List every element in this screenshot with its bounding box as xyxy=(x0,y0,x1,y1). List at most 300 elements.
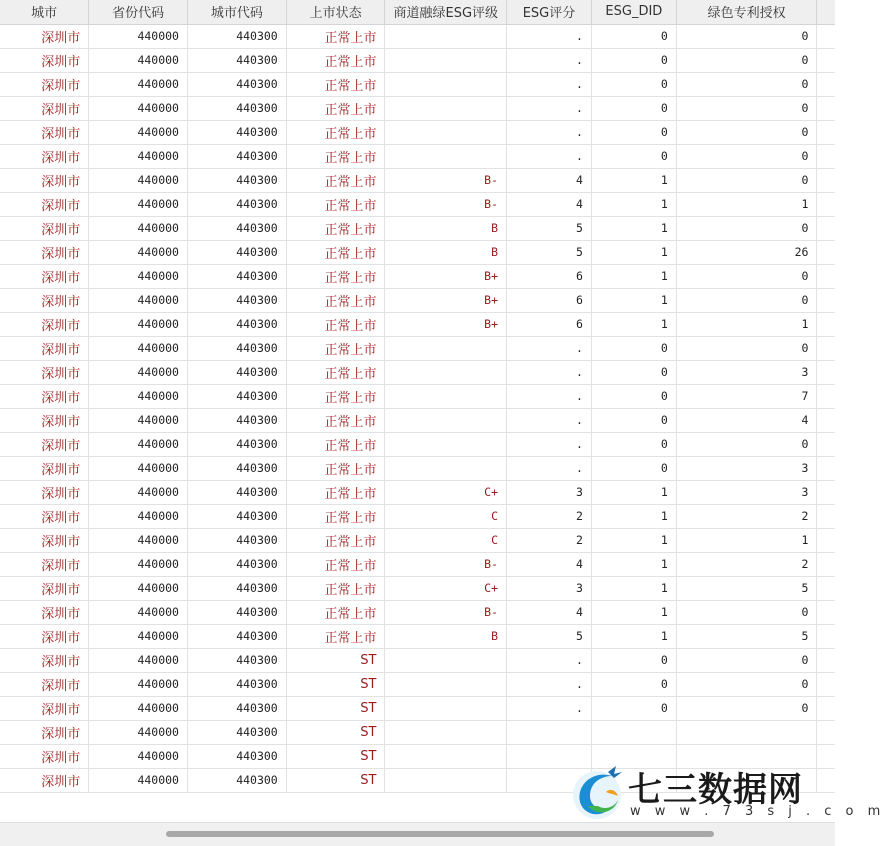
cell-green-patent[interactable]: 2 xyxy=(676,504,817,528)
cell-esg-score[interactable]: . xyxy=(507,456,592,480)
cell-city-code[interactable]: 440300 xyxy=(187,360,286,384)
cell-city[interactable]: 深圳市 xyxy=(0,168,89,192)
cell-province-code[interactable]: 440000 xyxy=(89,600,188,624)
cell-city[interactable]: 深圳市 xyxy=(0,432,89,456)
cell-province-code[interactable]: 440000 xyxy=(89,264,188,288)
cell-green-patent[interactable]: 0 xyxy=(676,288,817,312)
cell-esg-did[interactable]: 1 xyxy=(591,264,676,288)
cell-overflow xyxy=(817,312,835,336)
cell-green-patent[interactable]: 0 xyxy=(676,72,817,96)
cell-listing-status[interactable]: 正常上市 xyxy=(286,240,385,264)
cell-listing-status[interactable]: 正常上市 xyxy=(286,216,385,240)
table-row[interactable] xyxy=(0,336,835,360)
cell-esg-rating[interactable] xyxy=(385,720,507,744)
cell-province-code[interactable]: 440000 xyxy=(89,24,188,48)
cell-overflow xyxy=(817,480,835,504)
cell-province-code[interactable]: 440000 xyxy=(89,96,188,120)
cell-listing-status[interactable]: 正常上市 xyxy=(286,168,385,192)
cell-province-code[interactable]: 440000 xyxy=(89,768,188,792)
cell-city[interactable]: 深圳市 xyxy=(0,480,89,504)
cell-city-code[interactable]: 440300 xyxy=(187,576,286,600)
cell-city-code[interactable]: 440300 xyxy=(187,672,286,696)
cell-green-patent[interactable]: 0 xyxy=(676,144,817,168)
table-row[interactable] xyxy=(0,384,835,408)
cell-green-patent[interactable]: 0 xyxy=(676,696,817,720)
cell-city[interactable]: 深圳市 xyxy=(0,696,89,720)
cell-listing-status[interactable]: ST xyxy=(286,648,385,672)
cell-esg-rating[interactable]: B+ xyxy=(385,288,507,312)
cell-esg-did[interactable] xyxy=(591,720,676,744)
table-row[interactable] xyxy=(0,408,835,432)
cell-city[interactable]: 深圳市 xyxy=(0,408,89,432)
cell-listing-status[interactable]: 正常上市 xyxy=(286,360,385,384)
cell-green-patent[interactable]: 5 xyxy=(676,624,817,648)
cell-listing-status[interactable]: 正常上市 xyxy=(286,72,385,96)
cell-green-patent[interactable]: 1 xyxy=(676,312,817,336)
cell-esg-score[interactable]: . xyxy=(507,360,592,384)
cell-province-code[interactable]: 440000 xyxy=(89,432,188,456)
cell-green-patent[interactable]: 0 xyxy=(676,120,817,144)
cell-city[interactable]: 深圳市 xyxy=(0,312,89,336)
cell-esg-score[interactable]: . xyxy=(507,24,592,48)
cell-esg-score[interactable]: . xyxy=(507,96,592,120)
cell-green-patent[interactable]: 0 xyxy=(676,168,817,192)
cell-listing-status[interactable]: 正常上市 xyxy=(286,336,385,360)
cell-listing-status[interactable]: 正常上市 xyxy=(286,456,385,480)
cell-province-code[interactable]: 440000 xyxy=(89,312,188,336)
cell-green-patent[interactable]: 4 xyxy=(676,408,817,432)
cell-green-patent[interactable]: 1 xyxy=(676,192,817,216)
cell-green-patent[interactable]: 0 xyxy=(676,600,817,624)
cell-city-code[interactable]: 440300 xyxy=(187,48,286,72)
column-header-listing-status[interactable]: 上市状态 xyxy=(286,0,385,24)
cell-province-code[interactable]: 440000 xyxy=(89,120,188,144)
cell-esg-score[interactable]: 2 xyxy=(507,504,592,528)
cell-province-code[interactable]: 440000 xyxy=(89,504,188,528)
cell-esg-score[interactable]: . xyxy=(507,72,592,96)
cell-city-code[interactable]: 440300 xyxy=(187,432,286,456)
cell-green-patent[interactable]: 1 xyxy=(676,528,817,552)
cell-province-code[interactable]: 440000 xyxy=(89,624,188,648)
cell-city[interactable]: 深圳市 xyxy=(0,120,89,144)
cell-esg-score[interactable]: 6 xyxy=(507,264,592,288)
cell-green-patent[interactable]: 0 xyxy=(676,432,817,456)
cell-city[interactable]: 深圳市 xyxy=(0,576,89,600)
cell-esg-rating[interactable] xyxy=(385,24,507,48)
table-row[interactable] xyxy=(0,648,835,672)
cell-esg-rating[interactable] xyxy=(385,768,507,792)
column-header-esg-score[interactable]: ESG评分 xyxy=(507,0,592,24)
cell-esg-rating[interactable]: B- xyxy=(385,192,507,216)
cell-green-patent[interactable]: 0 xyxy=(676,216,817,240)
cell-province-code[interactable]: 440000 xyxy=(89,384,188,408)
table-row[interactable] xyxy=(0,576,835,600)
cell-esg-score[interactable]: 4 xyxy=(507,600,592,624)
table-row[interactable] xyxy=(0,288,835,312)
scrollbar-thumb[interactable] xyxy=(166,831,714,837)
cell-esg-rating[interactable] xyxy=(385,648,507,672)
cell-esg-rating[interactable]: C xyxy=(385,528,507,552)
cell-esg-did[interactable]: 1 xyxy=(591,576,676,600)
cell-esg-rating[interactable]: B- xyxy=(385,600,507,624)
cell-esg-score[interactable]: 6 xyxy=(507,288,592,312)
table-row[interactable] xyxy=(0,24,835,48)
cell-listing-status[interactable]: 正常上市 xyxy=(286,48,385,72)
cell-city-code[interactable]: 440300 xyxy=(187,144,286,168)
cell-listing-status[interactable]: 正常上市 xyxy=(286,120,385,144)
cell-esg-score[interactable]: 3 xyxy=(507,576,592,600)
cell-esg-did[interactable]: 0 xyxy=(591,360,676,384)
cell-city-code[interactable]: 440300 xyxy=(187,768,286,792)
cell-province-code[interactable]: 440000 xyxy=(89,216,188,240)
cell-listing-status[interactable]: 正常上市 xyxy=(286,552,385,576)
cell-esg-score[interactable]: . xyxy=(507,48,592,72)
table-row[interactable] xyxy=(0,480,835,504)
cell-city-code[interactable]: 440300 xyxy=(187,216,286,240)
cell-city[interactable]: 深圳市 xyxy=(0,192,89,216)
cell-esg-score[interactable]: 3 xyxy=(507,480,592,504)
cell-province-code[interactable]: 440000 xyxy=(89,672,188,696)
column-header-esg-did[interactable]: ESG_DID xyxy=(591,0,676,24)
cell-esg-score[interactable]: 6 xyxy=(507,312,592,336)
cell-esg-did[interactable]: 0 xyxy=(591,384,676,408)
cell-esg-did[interactable]: 1 xyxy=(591,312,676,336)
cell-green-patent[interactable]: 3 xyxy=(676,360,817,384)
cell-esg-did[interactable]: 0 xyxy=(591,120,676,144)
cell-city[interactable]: 深圳市 xyxy=(0,24,89,48)
cell-esg-rating[interactable] xyxy=(385,48,507,72)
cell-city[interactable]: 深圳市 xyxy=(0,264,89,288)
cell-province-code[interactable]: 440000 xyxy=(89,144,188,168)
cell-esg-rating[interactable] xyxy=(385,696,507,720)
cell-province-code[interactable]: 440000 xyxy=(89,192,188,216)
cell-city-code[interactable]: 440300 xyxy=(187,264,286,288)
table-row[interactable] xyxy=(0,120,835,144)
cell-esg-did[interactable]: 1 xyxy=(591,192,676,216)
cell-esg-rating[interactable] xyxy=(385,96,507,120)
cell-green-patent[interactable]: 26 xyxy=(676,240,817,264)
cell-city-code[interactable]: 440300 xyxy=(187,696,286,720)
cell-listing-status[interactable]: ST xyxy=(286,744,385,768)
cell-esg-score[interactable]: . xyxy=(507,648,592,672)
cell-province-code[interactable]: 440000 xyxy=(89,648,188,672)
table-row[interactable] xyxy=(0,504,835,528)
cell-esg-rating[interactable] xyxy=(385,384,507,408)
cell-esg-did[interactable]: 0 xyxy=(591,24,676,48)
cell-city[interactable]: 深圳市 xyxy=(0,600,89,624)
cell-esg-rating[interactable]: B+ xyxy=(385,312,507,336)
cell-esg-score[interactable]: . xyxy=(507,336,592,360)
cell-province-code[interactable]: 440000 xyxy=(89,456,188,480)
cell-esg-score[interactable] xyxy=(507,720,592,744)
table-row[interactable] xyxy=(0,72,835,96)
cell-listing-status[interactable]: 正常上市 xyxy=(286,408,385,432)
cell-overflow xyxy=(817,528,835,552)
table-row[interactable] xyxy=(0,624,835,648)
cell-esg-did[interactable]: 1 xyxy=(591,504,676,528)
cell-listing-status[interactable]: 正常上市 xyxy=(286,144,385,168)
cell-city[interactable]: 深圳市 xyxy=(0,504,89,528)
cell-green-patent[interactable]: 3 xyxy=(676,480,817,504)
cell-esg-did[interactable]: 1 xyxy=(591,240,676,264)
cell-green-patent[interactable]: 0 xyxy=(676,336,817,360)
column-header-green-patent[interactable]: 绿色专利授权 xyxy=(676,0,817,24)
cell-esg-rating[interactable]: B xyxy=(385,216,507,240)
cell-green-patent[interactable]: 5 xyxy=(676,576,817,600)
cell-esg-rating[interactable] xyxy=(385,432,507,456)
cell-esg-did[interactable]: 1 xyxy=(591,168,676,192)
cell-city-code[interactable]: 440300 xyxy=(187,528,286,552)
cell-city-code[interactable]: 440300 xyxy=(187,624,286,648)
cell-province-code[interactable]: 440000 xyxy=(89,168,188,192)
cell-city-code[interactable]: 440300 xyxy=(187,192,286,216)
cell-province-code[interactable]: 440000 xyxy=(89,552,188,576)
cell-province-code[interactable]: 440000 xyxy=(89,696,188,720)
cell-esg-did[interactable]: 0 xyxy=(591,648,676,672)
cell-city-code[interactable]: 440300 xyxy=(187,600,286,624)
cell-esg-score[interactable]: . xyxy=(507,144,592,168)
cell-city-code[interactable]: 440300 xyxy=(187,120,286,144)
cell-esg-rating[interactable]: B+ xyxy=(385,264,507,288)
cell-esg-rating[interactable]: B- xyxy=(385,168,507,192)
column-header-city[interactable]: 城市 xyxy=(0,0,89,24)
cell-green-patent[interactable]: 0 xyxy=(676,48,817,72)
table-row[interactable] xyxy=(0,672,835,696)
table-row[interactable] xyxy=(0,192,835,216)
cell-city-code[interactable]: 440300 xyxy=(187,336,286,360)
cell-city[interactable]: 深圳市 xyxy=(0,528,89,552)
cell-esg-rating[interactable] xyxy=(385,744,507,768)
cell-esg-did[interactable]: 0 xyxy=(591,72,676,96)
table-row[interactable] xyxy=(0,96,835,120)
cell-esg-rating[interactable]: C xyxy=(385,504,507,528)
cell-city[interactable]: 深圳市 xyxy=(0,336,89,360)
cell-esg-score[interactable]: . xyxy=(507,432,592,456)
cell-city[interactable]: 深圳市 xyxy=(0,72,89,96)
cell-province-code[interactable]: 440000 xyxy=(89,744,188,768)
cell-green-patent[interactable]: 0 xyxy=(676,264,817,288)
cell-listing-status[interactable]: 正常上市 xyxy=(286,480,385,504)
cell-listing-status[interactable]: 正常上市 xyxy=(286,432,385,456)
table-row[interactable] xyxy=(0,720,835,744)
cell-esg-did[interactable]: 0 xyxy=(591,48,676,72)
cell-esg-rating[interactable]: C+ xyxy=(385,576,507,600)
cell-city-code[interactable]: 440300 xyxy=(187,480,286,504)
cell-esg-rating[interactable] xyxy=(385,72,507,96)
cell-esg-score[interactable]: . xyxy=(507,384,592,408)
cell-esg-rating[interactable] xyxy=(385,144,507,168)
horizontal-scrollbar[interactable] xyxy=(0,822,835,846)
cell-esg-did[interactable]: 1 xyxy=(591,600,676,624)
cell-esg-did[interactable]: 0 xyxy=(591,456,676,480)
cell-city[interactable]: 深圳市 xyxy=(0,216,89,240)
cell-listing-status[interactable]: ST xyxy=(286,672,385,696)
cell-listing-status[interactable]: 正常上市 xyxy=(286,264,385,288)
cell-green-patent[interactable]: 3 xyxy=(676,456,817,480)
cell-city-code[interactable]: 440300 xyxy=(187,552,286,576)
cell-esg-score[interactable]: . xyxy=(507,120,592,144)
cell-green-patent[interactable]: 0 xyxy=(676,648,817,672)
cell-city[interactable]: 深圳市 xyxy=(0,624,89,648)
cell-listing-status[interactable]: 正常上市 xyxy=(286,504,385,528)
cell-province-code[interactable]: 440000 xyxy=(89,408,188,432)
cell-green-patent[interactable]: 2 xyxy=(676,552,817,576)
table-row[interactable] xyxy=(0,600,835,624)
cell-overflow xyxy=(817,624,835,648)
cell-esg-did[interactable]: 1 xyxy=(591,288,676,312)
column-header-esg-rating[interactable]: 商道融绿ESG评级 xyxy=(385,0,507,24)
cell-esg-score[interactable]: . xyxy=(507,408,592,432)
cell-esg-rating[interactable] xyxy=(385,672,507,696)
cell-listing-status[interactable]: 正常上市 xyxy=(286,312,385,336)
cell-overflow xyxy=(817,456,835,480)
cell-city[interactable]: 深圳市 xyxy=(0,360,89,384)
cell-province-code[interactable]: 440000 xyxy=(89,360,188,384)
cell-city-code[interactable]: 440300 xyxy=(187,288,286,312)
cell-province-code[interactable]: 440000 xyxy=(89,72,188,96)
cell-esg-did[interactable]: 0 xyxy=(591,144,676,168)
cell-listing-status[interactable]: ST xyxy=(286,720,385,744)
cell-esg-did[interactable]: 1 xyxy=(591,480,676,504)
cell-esg-did[interactable]: 1 xyxy=(591,216,676,240)
cell-green-patent[interactable] xyxy=(676,720,817,744)
cell-listing-status[interactable]: 正常上市 xyxy=(286,384,385,408)
cell-esg-score[interactable]: 4 xyxy=(507,552,592,576)
cell-province-code[interactable]: 440000 xyxy=(89,528,188,552)
cell-esg-did[interactable]: 1 xyxy=(591,552,676,576)
cell-city[interactable]: 深圳市 xyxy=(0,672,89,696)
cell-esg-did[interactable]: 1 xyxy=(591,528,676,552)
cell-green-patent[interactable]: 0 xyxy=(676,672,817,696)
cell-city-code[interactable]: 440300 xyxy=(187,648,286,672)
cell-listing-status[interactable]: 正常上市 xyxy=(286,96,385,120)
cell-city-code[interactable]: 440300 xyxy=(187,240,286,264)
cell-esg-score[interactable]: 2 xyxy=(507,528,592,552)
cell-esg-score[interactable]: . xyxy=(507,672,592,696)
cell-city-code[interactable]: 440300 xyxy=(187,504,286,528)
column-header-province-code[interactable]: 省份代码 xyxy=(89,0,188,24)
cell-listing-status[interactable]: ST xyxy=(286,768,385,792)
cell-city-code[interactable]: 440300 xyxy=(187,384,286,408)
cell-esg-did[interactable]: 0 xyxy=(591,336,676,360)
cell-esg-rating[interactable] xyxy=(385,360,507,384)
cell-esg-rating[interactable]: B xyxy=(385,240,507,264)
cell-esg-score[interactable]: 5 xyxy=(507,624,592,648)
cell-green-patent[interactable]: 7 xyxy=(676,384,817,408)
cell-city[interactable]: 深圳市 xyxy=(0,288,89,312)
cell-esg-rating[interactable] xyxy=(385,336,507,360)
cell-city[interactable]: 深圳市 xyxy=(0,768,89,792)
cell-city-code[interactable]: 440300 xyxy=(187,96,286,120)
cell-esg-score[interactable]: . xyxy=(507,696,592,720)
cell-city[interactable]: 深圳市 xyxy=(0,48,89,72)
table-row[interactable] xyxy=(0,528,835,552)
dragon-logo-icon xyxy=(566,762,628,824)
table-row[interactable] xyxy=(0,360,835,384)
table-row[interactable] xyxy=(0,696,835,720)
cell-listing-status[interactable]: 正常上市 xyxy=(286,576,385,600)
cell-city-code[interactable]: 440300 xyxy=(187,312,286,336)
cell-city-code[interactable]: 440300 xyxy=(187,72,286,96)
cell-esg-rating[interactable]: C+ xyxy=(385,480,507,504)
table-row[interactable] xyxy=(0,144,835,168)
cell-overflow xyxy=(817,192,835,216)
cell-city[interactable]: 深圳市 xyxy=(0,384,89,408)
cell-listing-status[interactable]: ST xyxy=(286,696,385,720)
cell-province-code[interactable]: 440000 xyxy=(89,240,188,264)
cell-esg-score[interactable]: 5 xyxy=(507,216,592,240)
cell-overflow xyxy=(817,288,835,312)
cell-city[interactable]: 深圳市 xyxy=(0,744,89,768)
table-row[interactable] xyxy=(0,240,835,264)
cell-province-code[interactable]: 440000 xyxy=(89,336,188,360)
cell-province-code[interactable]: 440000 xyxy=(89,576,188,600)
cell-esg-score[interactable]: 4 xyxy=(507,168,592,192)
cell-city[interactable]: 深圳市 xyxy=(0,240,89,264)
cell-esg-score[interactable]: 5 xyxy=(507,240,592,264)
column-header-city-code[interactable]: 城市代码 xyxy=(187,0,286,24)
cell-city[interactable]: 深圳市 xyxy=(0,96,89,120)
cell-esg-did[interactable]: 0 xyxy=(591,432,676,456)
cell-green-patent[interactable]: 0 xyxy=(676,96,817,120)
cell-province-code[interactable]: 440000 xyxy=(89,288,188,312)
cell-city-code[interactable]: 440300 xyxy=(187,744,286,768)
cell-city[interactable]: 深圳市 xyxy=(0,144,89,168)
cell-city-code[interactable]: 440300 xyxy=(187,168,286,192)
cell-esg-did[interactable]: 0 xyxy=(591,696,676,720)
cell-city-code[interactable]: 440300 xyxy=(187,456,286,480)
cell-esg-did[interactable]: 0 xyxy=(591,672,676,696)
table-row[interactable] xyxy=(0,432,835,456)
table-row[interactable] xyxy=(0,312,835,336)
cell-listing-status[interactable]: 正常上市 xyxy=(286,288,385,312)
table-row[interactable] xyxy=(0,456,835,480)
cell-esg-rating[interactable] xyxy=(385,456,507,480)
cell-esg-rating[interactable] xyxy=(385,120,507,144)
cell-city[interactable]: 深圳市 xyxy=(0,456,89,480)
table-row[interactable] xyxy=(0,216,835,240)
cell-esg-did[interactable]: 0 xyxy=(591,96,676,120)
cell-esg-rating[interactable]: B xyxy=(385,624,507,648)
cell-overflow xyxy=(817,504,835,528)
table-row[interactable] xyxy=(0,552,835,576)
cell-green-patent[interactable]: 0 xyxy=(676,24,817,48)
cell-esg-did[interactable]: 0 xyxy=(591,408,676,432)
cell-esg-rating[interactable]: B- xyxy=(385,552,507,576)
cell-city-code[interactable]: 440300 xyxy=(187,720,286,744)
cell-esg-rating[interactable] xyxy=(385,408,507,432)
table-row[interactable] xyxy=(0,264,835,288)
cell-esg-did[interactable]: 1 xyxy=(591,624,676,648)
cell-listing-status[interactable]: 正常上市 xyxy=(286,600,385,624)
cell-listing-status[interactable]: 正常上市 xyxy=(286,624,385,648)
table-row[interactable] xyxy=(0,48,835,72)
cell-province-code[interactable]: 440000 xyxy=(89,720,188,744)
cell-listing-status[interactable]: 正常上市 xyxy=(286,528,385,552)
cell-listing-status[interactable]: 正常上市 xyxy=(286,24,385,48)
cell-city[interactable]: 深圳市 xyxy=(0,552,89,576)
cell-city-code[interactable]: 440300 xyxy=(187,408,286,432)
cell-city[interactable]: 深圳市 xyxy=(0,648,89,672)
cell-esg-score[interactable]: 4 xyxy=(507,192,592,216)
cell-listing-status[interactable]: 正常上市 xyxy=(286,192,385,216)
table-row[interactable] xyxy=(0,168,835,192)
cell-city[interactable]: 深圳市 xyxy=(0,720,89,744)
cell-province-code[interactable]: 440000 xyxy=(89,480,188,504)
cell-city-code[interactable]: 440300 xyxy=(187,24,286,48)
cell-overflow xyxy=(817,168,835,192)
cell-province-code[interactable]: 440000 xyxy=(89,48,188,72)
